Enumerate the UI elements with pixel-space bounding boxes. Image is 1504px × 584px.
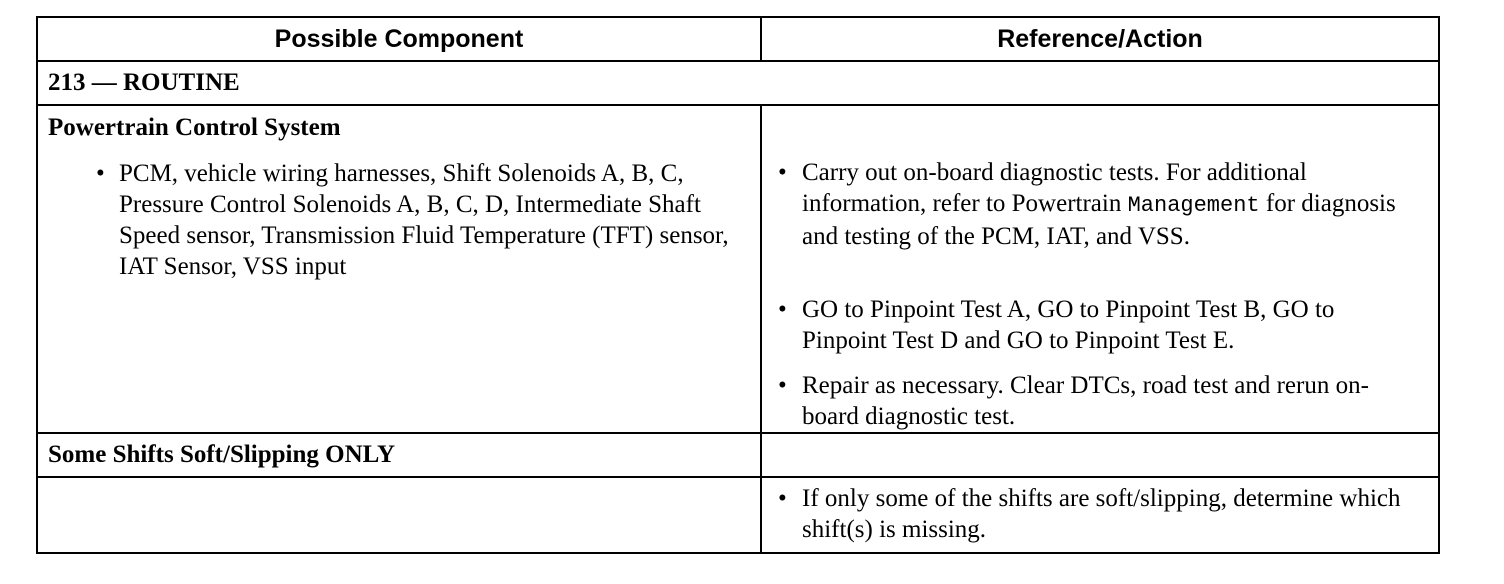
table-row (37, 105, 1439, 433)
component-list (38, 158, 760, 282)
bullet-icon: • (778, 372, 787, 399)
diagnostic-table (36, 16, 1440, 554)
action-list (762, 483, 1438, 545)
bullet-icon: • (778, 485, 787, 512)
component-text: PCM, vehicle wiring harnesses, Shift Solenoids A, B, C, Pressure Control Solenoids A, B, C, D, Intermediate Shaft Speed sensor, Transmission Fluid Temperature (TFT) sensor, IAT Sensor, VSS input (119, 160, 729, 280)
empty-cell (37, 477, 761, 553)
action-text: GO to Pinpoint Test A, GO to Pinpoint Test B, GO to Pinpoint Test D and GO to Pinpoint Test E. (802, 296, 1335, 354)
action-text: Carry out on-board diagnostic tests. For additional information, refer to Powertrain (802, 159, 1307, 217)
table-row (37, 477, 1439, 553)
action-cell (761, 105, 1439, 433)
component-heading-cell: Some Shifts Soft/Slipping ONLY (37, 433, 761, 477)
component-cell (37, 105, 761, 433)
list-item (38, 158, 760, 282)
action-text-mono: Management (1127, 193, 1260, 218)
section-title: 213 — ROUTINE (37, 61, 1439, 105)
header-possible-component: Possible Component (37, 17, 761, 61)
bullet-icon: • (778, 296, 787, 323)
section-row (37, 61, 1439, 105)
table-row (37, 433, 1439, 477)
component-heading: Powertrain Control System (48, 114, 341, 141)
action-text: Repair as necessary. Clear DTCs, road test and rerun on-board diagnostic test. (802, 372, 1369, 430)
header-row (37, 17, 1439, 61)
diagnostic-table-container (36, 16, 1438, 554)
action-text: If only some of the shifts are soft/slipping, determine which shift(s) is missing. (802, 485, 1401, 543)
empty-cell (761, 433, 1439, 477)
header-reference-action: Reference/Action (761, 17, 1439, 61)
action-cell (761, 477, 1439, 553)
list-item (762, 483, 1438, 545)
action-list (762, 157, 1438, 432)
list-item (762, 294, 1438, 356)
bullet-icon: • (778, 159, 787, 186)
list-item (762, 157, 1438, 252)
bullet-icon: • (96, 160, 105, 187)
list-item (762, 370, 1438, 432)
action-text: for diagnosis and testing of the PCM, IAT, and VSS. (802, 190, 1396, 250)
